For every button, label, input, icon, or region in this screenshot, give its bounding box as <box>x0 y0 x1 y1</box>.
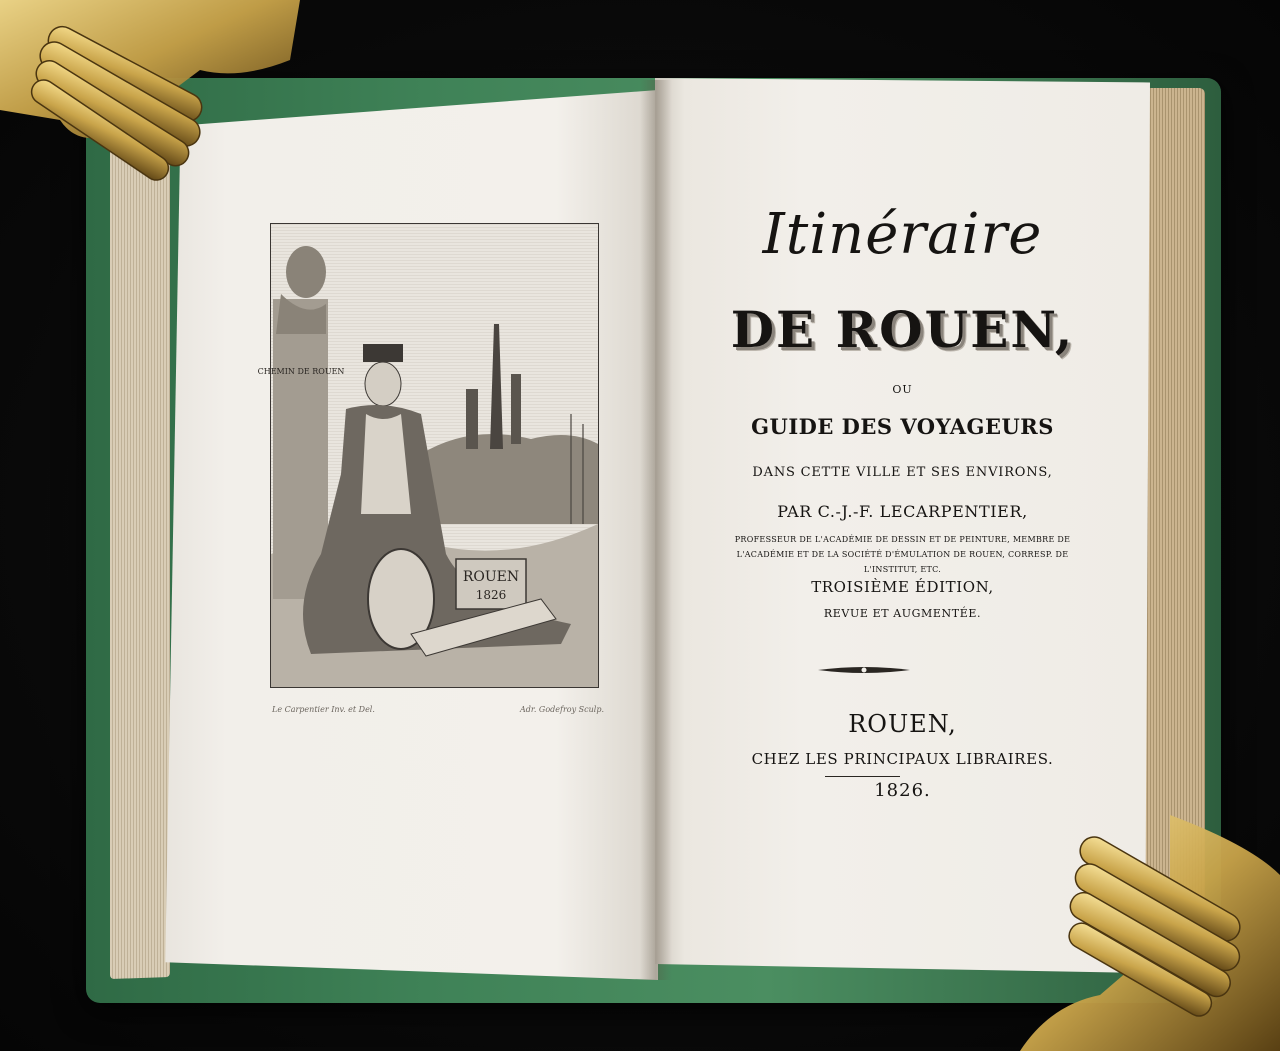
author-credentials: PROFESSEUR DE L'ACADÉMIE DE DESSIN ET DE PEINTURE, MEMBRE DE L'ACADÉMIE ET DE LA SOCIÉTÉ D'ÉMULATION DE ROUEN, CORRESP. DE L'INSTITUT, ETC. <box>734 535 1071 574</box>
engraving-signpost-text: CHEMIN DE ROUEN <box>257 367 345 376</box>
title-main: DE ROUEN, <box>730 300 1075 359</box>
engraving-tower-2 <box>466 389 478 449</box>
title-conjunction: OU <box>892 383 913 396</box>
engraving-tower <box>511 374 521 444</box>
brass-hand-weight-top-left <box>0 0 300 190</box>
imprint-publisher: CHEZ LES PRINCIPAUX LIBRAIRES. <box>751 750 1054 768</box>
imprint-city: ROUEN, <box>848 710 957 738</box>
engraving-figure-head <box>365 362 401 406</box>
imprint-rule <box>825 776 900 777</box>
engraving-caption-left: Le Carpentier Inv. et Del. <box>272 705 375 714</box>
engraving-spire <box>490 324 503 449</box>
engraving-mural-crown <box>363 344 403 362</box>
brass-hand-weight-bottom-right <box>1020 815 1280 1051</box>
engraving-column <box>273 299 328 599</box>
edition-line: TROISIÈME ÉDITION, <box>811 578 994 596</box>
ornamental-rule <box>818 664 910 676</box>
subtitle-line-2: DANS CETTE VILLE ET SES ENVIRONS, <box>752 465 1053 480</box>
frontispiece-engraving <box>257 223 599 688</box>
title-script: Itinéraire <box>762 202 1043 267</box>
engraving-caption-right: Adr. Godefroy Sculp. <box>520 705 604 714</box>
subtitle: GUIDE DES VOYAGEURS <box>751 414 1054 439</box>
edition-note: REVUE ET AUGMENTÉE. <box>823 607 982 620</box>
imprint-year: 1826. <box>874 780 931 801</box>
engraving-illustration <box>257 224 598 687</box>
left-page-edges <box>110 127 170 979</box>
engraving-box-label: ROUEN <box>462 569 520 585</box>
author-line: PAR C.-J.-F. LECARPENTIER, <box>777 502 1028 521</box>
engraving-box-year: 1826 <box>475 588 507 602</box>
engraving-bust-head <box>286 246 326 298</box>
